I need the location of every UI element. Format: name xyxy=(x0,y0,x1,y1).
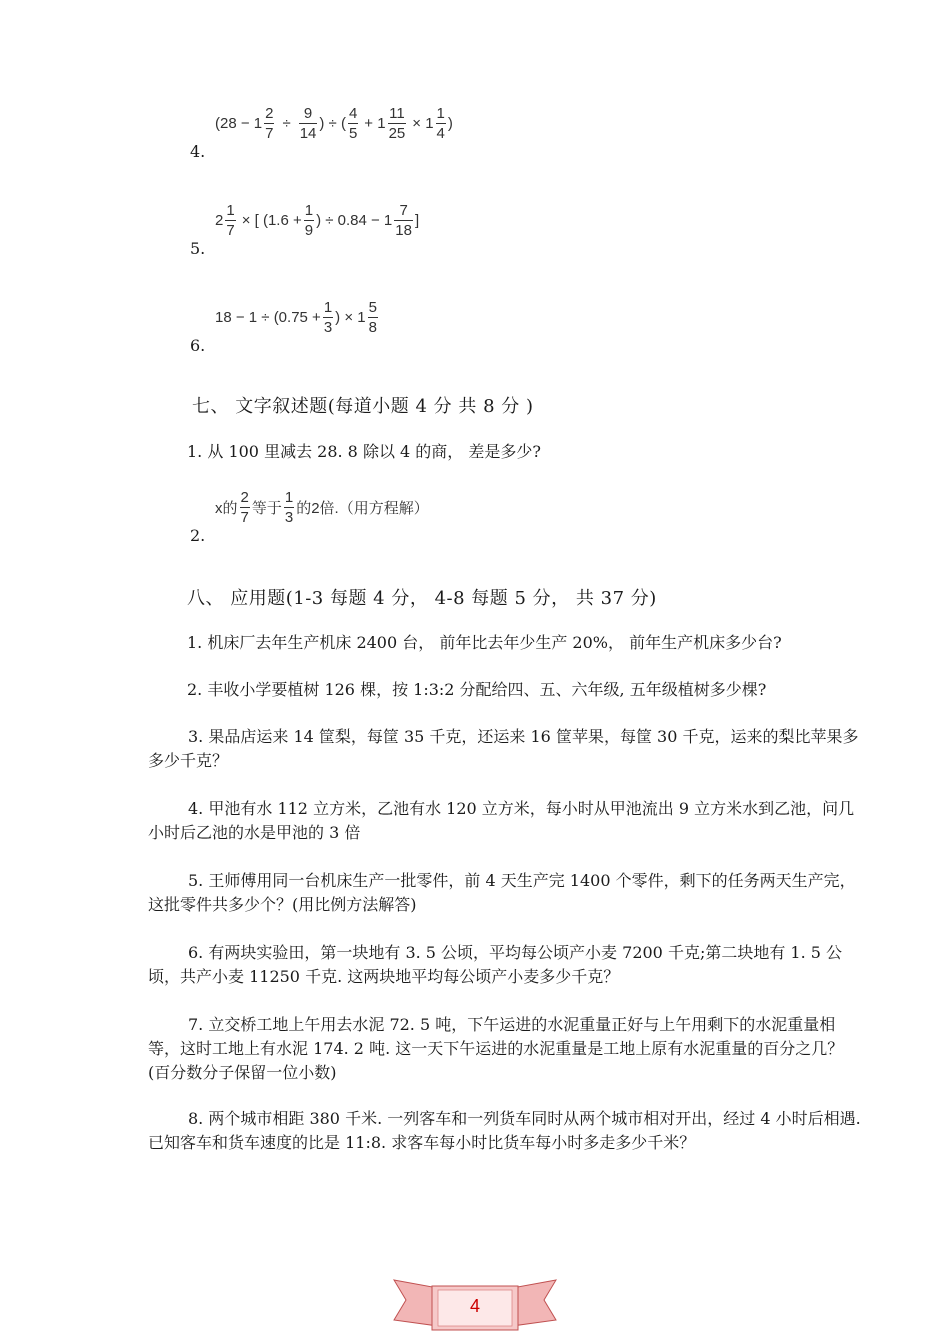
section-8-question-1: 1. 机床厂去年生产机床 2400 台， 前年比去年少生产 20%， 前年生产机床多少台? xyxy=(187,633,782,652)
section-8-question-8: 8. 两个城市相距 380 千米. 一列客车和一列货车同时从两个城市相对开出，经过 4 小时后相遇. 已知客车和货车速度的比是 11:8. 求客车每小时比货车每小时多走多少千米？ xyxy=(148,1109,861,1152)
section-7-question-1: 1. 从 100 里减去 28. 8 除以 4 的商， 差是多少? xyxy=(187,442,541,461)
section-7-question-2: x的 $\frac{2}{7}$ 等于 $\frac{1}{3}$ 的2倍.（用方程解） xyxy=(215,489,429,526)
section-8-question-3: 3. 果品店运来 14 筐梨，每筐 35 千克，还运来 16 筐苹果，每筐 30 千克，运来的梨比苹果多多少千克？ xyxy=(148,727,859,770)
section-8-question-5: 5. 王师傅用同一台机床生产一批零件，前 4 天生产完 1400 个零件，剩下的任务两天生产完，这批零件共多少个？(用比例方法解答) xyxy=(148,871,856,914)
section-7-question-2-number: 2. xyxy=(190,526,206,545)
section-7-heading: 七、 文字叙述题(每道小题 4 分 共 8 分 ) xyxy=(192,396,534,417)
problem-6-number: 6. xyxy=(190,336,206,355)
problem-5-number: 5. xyxy=(190,239,206,258)
problem-4-number: 4. xyxy=(190,142,206,161)
section-8-question-4: 4. 甲池有水 112 立方米，乙池有水 120 立方米，每小时从甲池流出 9 立方米水到乙池，问几小时后乙池的水是甲池的 3 倍 xyxy=(148,799,855,842)
section-8-question-2: 2. 丰收小学要植树 126 棵，按 1:3:2 分配给四、五、六年级, 五年级植树多少棵? xyxy=(187,680,767,699)
section-8-question-6: 6. 有两块实验田，第一块地有 3. 5 公顷，平均每公顷产小麦 7200 千克;第二块地有 1. 5 公顷，共产小麦 11250 千克. 这两块地平均每公顷产小麦多少千克？ xyxy=(148,943,843,986)
section-8-question-7: 7. 立交桥工地上午用去水泥 72. 5 吨，下午运进的水泥重量正好与上午用剩下的水泥重量相等，这时工地上有水泥 174. 2 吨. 这一天下午运进的水泥重量是工地上原有水泥重量的百分之几？(百分数分子保留一位小数) xyxy=(148,1015,844,1082)
problem-6-expression: 18 − 1 ÷ (0.75 + $\frac{1}{3}$ ) × 1 $\frac{5}{8}$ xyxy=(215,299,377,336)
problem-4-expression: (28 − 1 $\frac{2}{7}$ ÷ $\frac{9}{14}$ ) ÷ ( $\frac{4}{5}$ + 1 $\frac{11}{25}$ × 1 $\frac{1}{4}$ ) xyxy=(215,105,453,142)
page-number: 4 xyxy=(469,1296,480,1316)
page-number-ribbon xyxy=(392,1276,558,1334)
problem-5-expression: 2 $\frac{1}{7}$ × [ (1.6 + $\frac{1}{9}$ ) ÷ 0.84 − 1 $\frac{7}{18}$ ] xyxy=(215,202,420,239)
section-8-heading: 八、 应用题(1-3 每题 4 分， 4-8 每题 5 分， 共 37 分) xyxy=(187,588,657,609)
